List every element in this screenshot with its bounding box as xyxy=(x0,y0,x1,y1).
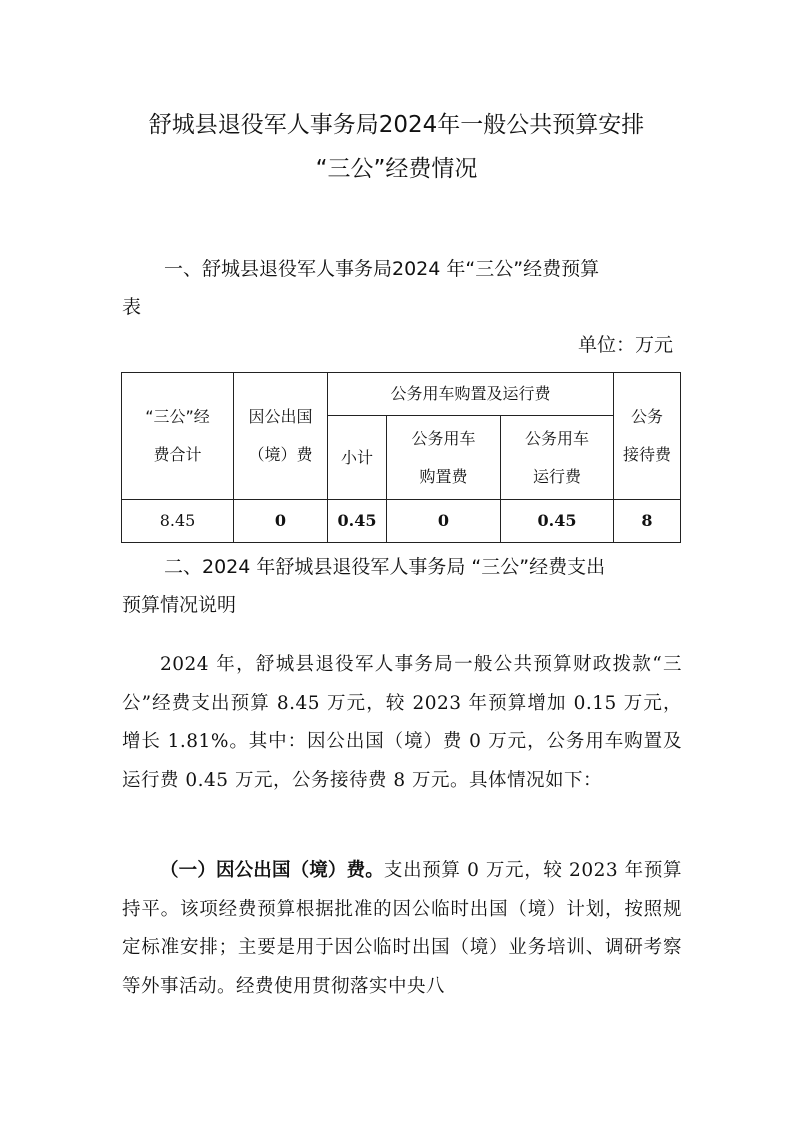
section1-heading-line2: 表 xyxy=(122,296,142,318)
header-vehicle-operation: 公务用车 运行费 xyxy=(501,416,614,500)
value-abroad: 0 xyxy=(234,500,328,543)
paragraph-budget-summary: 2024 年，舒城县退役军人事务局一般公共预算财政拨款“三公”经费支出预算 8.45 万元，较 2023 年预算增加 0.15 万元，增长 1.81%。其中：因公出国（境）费 0 万元，公务用车购置及运行费 0.45 万元，公务接待费 8 万元。具体情况如下： xyxy=(122,654,682,791)
header-vehicle-group: 公务用车购置及运行费 xyxy=(328,373,614,416)
budget-table xyxy=(121,372,681,543)
value-vehicle-purchase: 0 xyxy=(387,500,501,543)
header-subtotal: 小计 xyxy=(328,416,387,500)
document-title-line2: “三公”经费情况 xyxy=(315,156,478,182)
value-vehicle-operation: 0.45 xyxy=(501,500,614,543)
section2-heading xyxy=(122,548,682,624)
paragraph-abroad-text: 支出预算 0 万元，较 2023 年预算持平。该项经费预算根据批准的因公临时出国（境）计划，按照规定标准安排；主要是用于因公临时出国（境）业务培训、调研考察等外事活动。经费使用贯彻落实中央八 xyxy=(122,860,682,997)
value-total: 8.45 xyxy=(122,500,234,543)
header-vehicle-purchase: 公务用车 购置费 xyxy=(387,416,501,500)
section2-heading-line1: 二、2024 年舒城县退役军人事务局 “三公”经费支出 xyxy=(164,556,606,578)
section1-heading-line1: 一、舒城县退役军人事务局2024 年“三公”经费预算 xyxy=(164,258,600,280)
header-abroad: 因公出国 （境）费 xyxy=(234,373,328,500)
document-title-line1: 舒城县退役军人事务局2024年一般公共预算安排 xyxy=(148,112,645,138)
section1-heading xyxy=(122,250,682,326)
header-total: “三公”经 费合计 xyxy=(122,373,234,500)
paragraph-abroad-expenses xyxy=(122,852,682,1006)
section2-heading-line2: 预算情况说明 xyxy=(122,594,237,616)
unit-label: 单位：万元 xyxy=(577,334,673,356)
header-reception: 公务 接待费 xyxy=(614,373,681,500)
value-reception: 8 xyxy=(614,500,681,543)
paragraph-abroad-lead: （一）因公出国（境）费。 xyxy=(160,860,384,881)
value-subtotal: 0.45 xyxy=(328,500,387,543)
